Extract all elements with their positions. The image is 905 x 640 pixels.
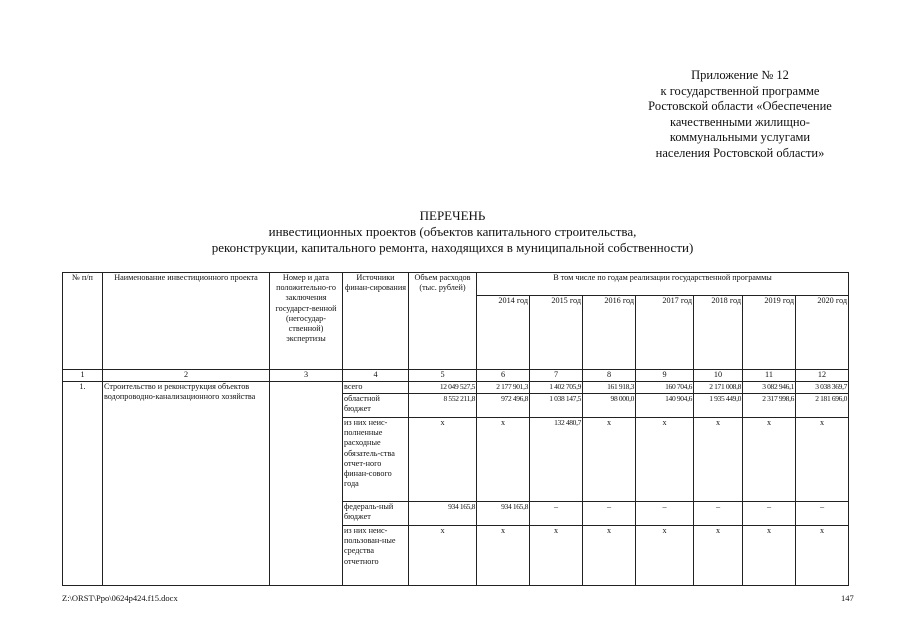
column-number: 2 xyxy=(103,370,270,382)
projects-table xyxy=(62,272,849,586)
project-num: 1. xyxy=(63,382,103,586)
header-volume: Объем расходов (тыс. рублей) xyxy=(409,273,477,370)
header-year: 2016 год xyxy=(583,296,636,370)
source-cell: из них неис-полненные расходные обязатель-ства отчет-ного финан-сового года xyxy=(343,418,409,502)
volume-cell: 934 165,8 xyxy=(409,502,477,526)
appendix-line: Приложение № 12 xyxy=(691,68,789,82)
year-value-cell: – xyxy=(583,502,636,526)
appendix-line: коммунальными услугами xyxy=(669,130,811,144)
column-number: 11 xyxy=(743,370,796,382)
year-value-cell: – xyxy=(530,502,583,526)
year-value-cell: 140 904,6 xyxy=(636,394,694,418)
column-number: 8 xyxy=(583,370,636,382)
volume-cell: х xyxy=(409,526,477,586)
source-cell: областной бюджет xyxy=(343,394,409,418)
year-value-cell: 2 317 998,6 xyxy=(743,394,796,418)
year-value-cell: х xyxy=(636,526,694,586)
year-value-cell: 2 171 008,8 xyxy=(694,382,743,394)
column-number: 12 xyxy=(796,370,849,382)
header-year: 2015 год xyxy=(530,296,583,370)
year-value-cell: 3 082 946,1 xyxy=(743,382,796,394)
appendix-line: Ростовской области «Обеспечение xyxy=(648,99,832,113)
header-num: № п/п xyxy=(63,273,103,370)
year-value-cell: х xyxy=(477,418,530,502)
year-value-cell: – xyxy=(636,502,694,526)
year-value-cell: 972 496,8 xyxy=(477,394,530,418)
footer-file-path: Z:\ORST\Ppo\0624p424.f15.docx xyxy=(62,593,178,603)
year-value-cell: х xyxy=(694,418,743,502)
year-value-cell: х xyxy=(694,526,743,586)
year-value-cell: – xyxy=(694,502,743,526)
year-value-cell: х xyxy=(796,418,849,502)
year-value-cell: 132 480,7 xyxy=(530,418,583,502)
year-value-cell: 160 704,6 xyxy=(636,382,694,394)
header-year: 2017 год xyxy=(636,296,694,370)
volume-cell: 8 552 211,8 xyxy=(409,394,477,418)
column-number: 4 xyxy=(343,370,409,382)
column-number: 6 xyxy=(477,370,530,382)
year-value-cell: – xyxy=(743,502,796,526)
column-number: 1 xyxy=(63,370,103,382)
year-value-cell: х xyxy=(636,418,694,502)
year-value-cell: х xyxy=(743,526,796,586)
year-value-cell: 934 165,8 xyxy=(477,502,530,526)
volume-cell: 12 049 527,5 xyxy=(409,382,477,394)
year-value-cell: 1 038 147,5 xyxy=(530,394,583,418)
heading-line: реконструкции, капитального ремонта, находящихся в муниципальной собственности) xyxy=(211,240,694,255)
header-year: 2020 год xyxy=(796,296,849,370)
source-cell: всего xyxy=(343,382,409,394)
year-value-cell: 161 918,3 xyxy=(583,382,636,394)
appendix-line: качественными жилищно- xyxy=(670,114,810,129)
year-value-cell: х xyxy=(477,526,530,586)
heading-line: инвестиционных проектов (объектов капитального строительства, xyxy=(268,224,637,239)
year-value-cell: 1 402 705,9 xyxy=(530,382,583,394)
year-value-cell: х xyxy=(743,418,796,502)
column-number: 3 xyxy=(270,370,343,382)
column-number: 10 xyxy=(694,370,743,382)
header-year: 2018 год xyxy=(694,296,743,370)
document-heading xyxy=(0,208,905,256)
project-expertise xyxy=(270,382,343,586)
year-value-cell: 2 181 696,0 xyxy=(796,394,849,418)
header-year: 2019 год xyxy=(743,296,796,370)
year-value-cell: х xyxy=(583,526,636,586)
project-name: Строительство и реконструкция объектов водопроводно-канализационного хозяйства xyxy=(103,382,270,586)
year-value-cell: х xyxy=(583,418,636,502)
header-expertise: Номер и дата положительно-го заключения государст-венной (негосудар-ственной) экспертизы xyxy=(270,273,343,370)
header-name: Наименование инвестиционного проекта xyxy=(103,273,270,370)
appendix-line: населения Ростовской области» xyxy=(655,145,825,160)
year-value-cell: х xyxy=(796,526,849,586)
header-year: 2014 год xyxy=(477,296,530,370)
page-number: 147 xyxy=(841,593,854,603)
year-value-cell: – xyxy=(796,502,849,526)
page-title: ПЕРЕЧЕНЬ xyxy=(419,208,486,223)
year-value-cell: 3 038 369,7 xyxy=(796,382,849,394)
header-years-group: В том числе по годам реализации государственной программы xyxy=(477,273,849,296)
column-number: 5 xyxy=(409,370,477,382)
column-number: 9 xyxy=(636,370,694,382)
header-sources: Источники финан-сирования xyxy=(343,273,409,370)
column-number: 7 xyxy=(530,370,583,382)
volume-cell: х xyxy=(409,418,477,502)
source-cell: из них неис-пользован-ные средства отчетного xyxy=(343,526,409,586)
year-value-cell: х xyxy=(530,526,583,586)
appendix-block xyxy=(600,68,880,161)
year-value-cell: 98 000,0 xyxy=(583,394,636,418)
appendix-line: к государственной программе xyxy=(660,83,820,98)
year-value-cell: 2 177 901,3 xyxy=(477,382,530,394)
source-cell: федераль-ный бюджет xyxy=(343,502,409,526)
year-value-cell: 1 935 449,0 xyxy=(694,394,743,418)
